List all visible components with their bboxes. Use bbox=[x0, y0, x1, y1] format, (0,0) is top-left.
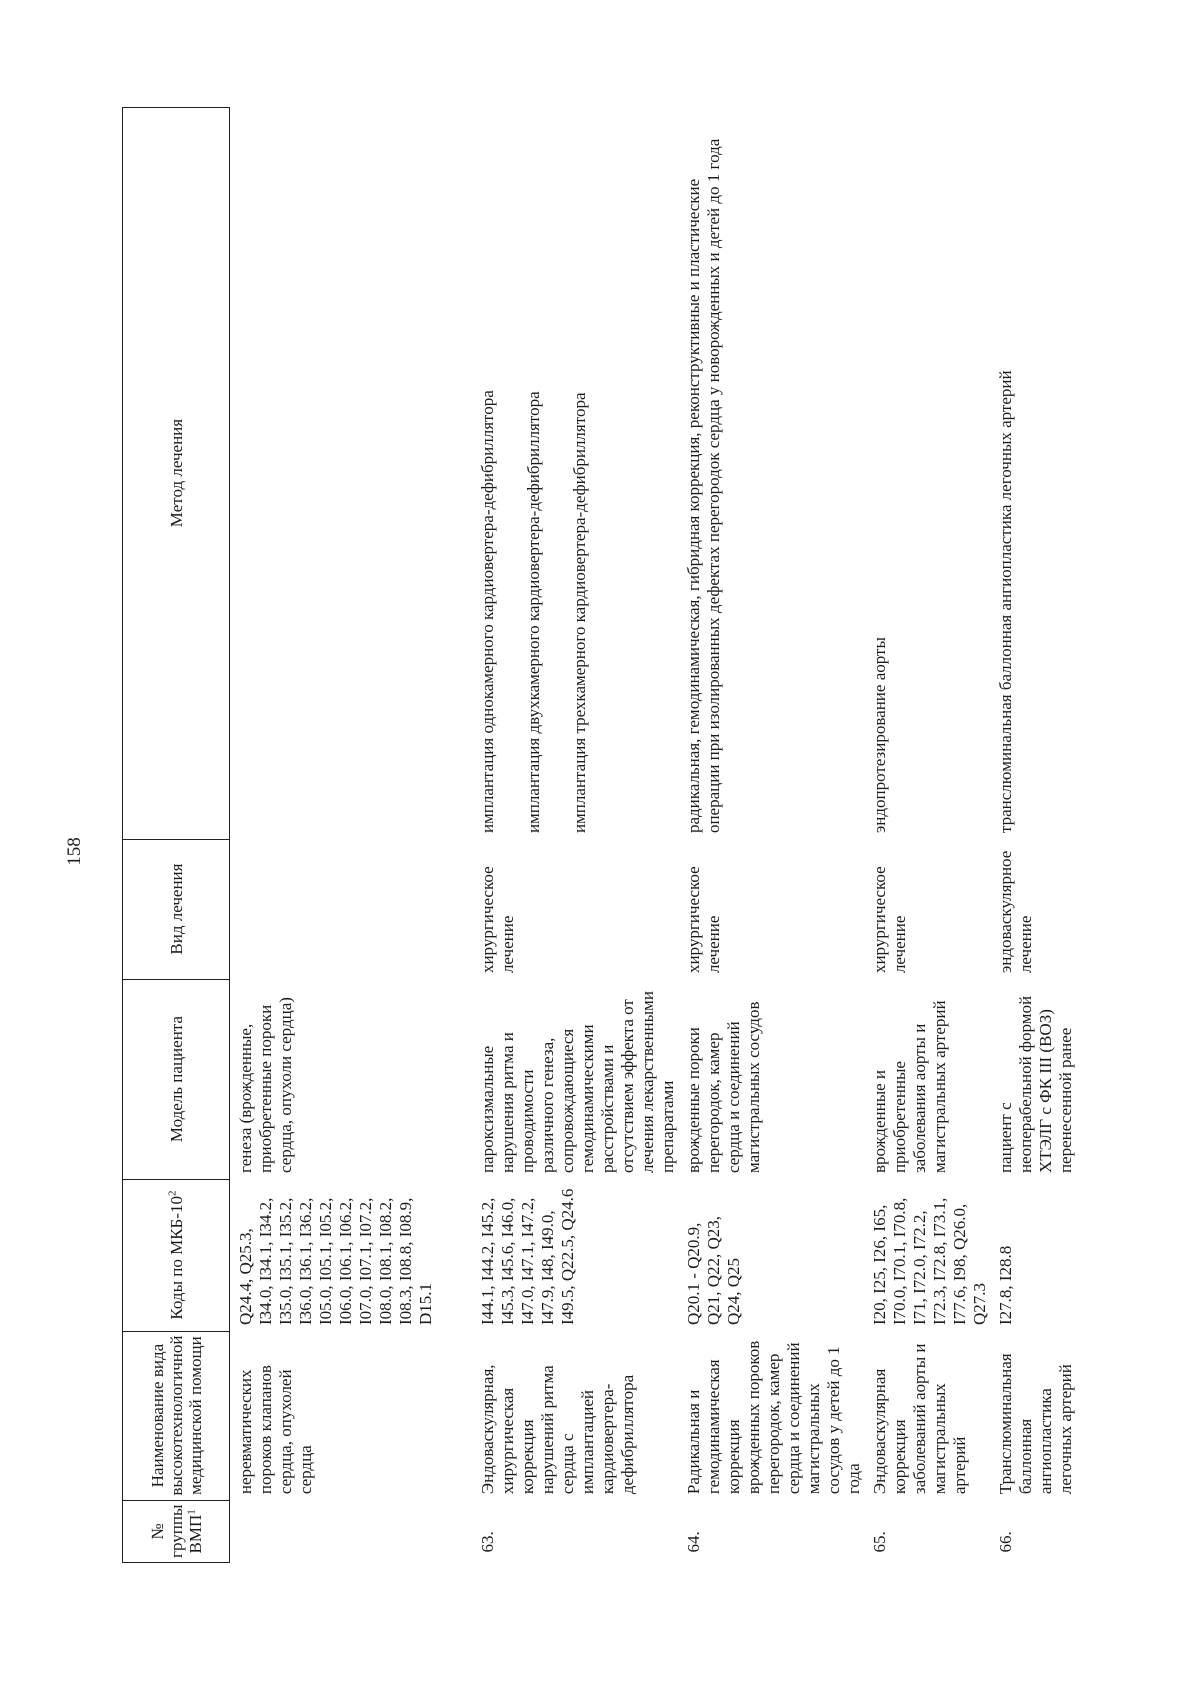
treatment-type bbox=[230, 839, 473, 979]
patient-model: врожденные пороки перегородок, камер сердца и соединений магистральных сосудов bbox=[684, 1001, 763, 1174]
treatment-type: хирургическое лечение bbox=[684, 866, 723, 974]
care-type-name: Радикальная и гемодинамическая коррекция врожденных пороков перегородок, камер сердца и соединений магистральных сосудов у детей до 1 года bbox=[684, 1340, 863, 1495]
header-icd-codes: Коды по МКБ-$10^2$ bbox=[123, 1179, 230, 1331]
table-row bbox=[472, 107, 678, 1562]
header-treatment-type: Вид лечения bbox=[123, 839, 230, 979]
treatment-method: транслюминальная баллонная ангиопластика легочных артерий bbox=[996, 370, 1015, 834]
treatment-type: хирургическое лечение bbox=[870, 866, 909, 974]
header-treatment-method: Метод лечения bbox=[123, 107, 230, 839]
method-line: имплантация двухкамерного кардиовертера-дефибриллятора bbox=[524, 391, 543, 834]
treatment-method bbox=[230, 107, 473, 839]
treatment-methods-table bbox=[122, 107, 1076, 1563]
header-group-number: № группы ВМП$^1$ bbox=[123, 1500, 230, 1562]
care-type-name: Транслюминальная баллонная ангиопластика легочных артерий bbox=[996, 1353, 1075, 1495]
group-number: 66. bbox=[996, 1531, 1015, 1553]
group-number: 63. bbox=[478, 1531, 497, 1553]
table-row bbox=[864, 107, 990, 1562]
footnote-mark: 2 bbox=[165, 1190, 178, 1197]
icd-codes: I44.1, I44.2, I45.2, I45.3, I45.6, I46.0, I47.0, I47.1, I47.2, I47.9, I48, I49.0, I49.5, Q22.5, Q24.6 bbox=[478, 1188, 577, 1326]
patient-model: пациент с неоперабельной формой ХТЭЛГ с ФК III (ВОЗ) перенесенной ранее bbox=[996, 995, 1075, 1174]
header-patient-model: Модель пациента bbox=[123, 979, 230, 1179]
header-care-type-name: Наименование вида высокотехнологичной медицинской помощи bbox=[123, 1331, 230, 1500]
group-number: 65. bbox=[870, 1531, 889, 1553]
care-type-name: неревматических пороков клапанов сердца, опухолей сердца bbox=[236, 1365, 315, 1495]
patient-model: врожденные и приобретенные заболевания аорты и магистральных артерий bbox=[870, 1000, 949, 1174]
table-header-row bbox=[123, 107, 230, 1562]
group-number bbox=[230, 1500, 473, 1562]
method-line: имплантация трехкамерного кардиовертера-дефибриллятора bbox=[570, 392, 589, 834]
icd-codes: I20, I25, I26, I65, I70.0, I70.1, I70.8, I71, I72.0, I72.2, I72.3, I72.8, I73.1, I77.6, I98, Q26.0, Q27.3 bbox=[870, 1197, 989, 1326]
icd-codes: I27.8, I28.8 bbox=[996, 1245, 1015, 1326]
care-type-name: Эндоваскулярная, хирургическая коррекция нарушений ритма сердца с имплантацией кардиовертера-дефибриллятора bbox=[478, 1364, 637, 1495]
patient-model: пароксизмальные нарушения ритма и проводимости различного генеза, сопровождающиеся гемодинамическими расстройствами и отсутствием эффекта от лечения лекарственными препаратами bbox=[478, 991, 677, 1174]
page-number: 158 bbox=[64, 837, 85, 866]
table-row bbox=[990, 107, 1076, 1562]
care-type-name: Эндоваскулярная коррекция заболеваний аорты и магистральных артерий bbox=[870, 1343, 969, 1495]
footnote-mark: 1 bbox=[184, 1509, 197, 1515]
method-line: имплантация однокамерного кардиовертера-дефибриллятора bbox=[478, 390, 497, 834]
treatment-method: эндопротезирование аорты bbox=[870, 637, 889, 834]
treatment-type: эндоваскулярное лечение bbox=[996, 850, 1035, 974]
table-row bbox=[678, 107, 864, 1562]
table-row bbox=[230, 107, 473, 1562]
icd-codes: Q24.4, Q25.3, I34.0, I34.1, I34.2, I35.0, I35.1, I35.2, I36.0, I36.1, I36.2, I05.0, I05.1, I05.2, I06.0, I06.1, I06.2, I07.0, I07.1, I07.2, I08.0, I08.1, I08.2, I08.3, I08.8, I08.9, D15.1 bbox=[236, 1197, 435, 1326]
group-number: 64. bbox=[684, 1531, 703, 1553]
icd-codes: Q20.1 - Q20.9, Q21, Q22, Q23, Q24, Q25 bbox=[684, 1215, 743, 1326]
treatment-type: хирургическое лечение bbox=[478, 866, 517, 974]
treatment-method: радикальная, гемодинамическая, гибридная коррекция, реконструктивные и пластические операции при изолированных дефектах перегородок сердца у новорожденных и детей до 1 года bbox=[684, 138, 723, 834]
patient-model: генеза (врожденные, приобретенные пороки сердца, опухоли сердца) bbox=[236, 997, 295, 1174]
treatment-method bbox=[472, 107, 678, 839]
